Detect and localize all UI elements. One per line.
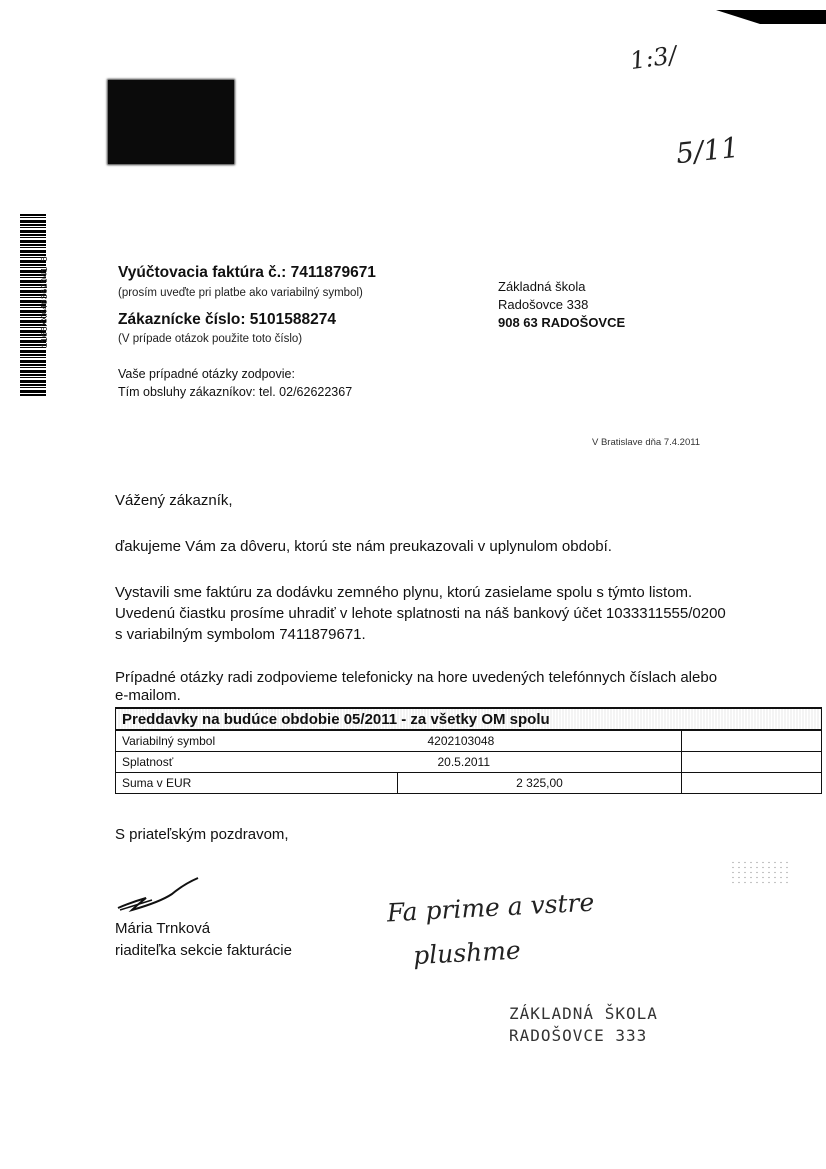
table-title-row <box>116 708 822 730</box>
handwritten-note <box>386 881 598 980</box>
redacted-logo-block <box>108 80 234 164</box>
scan-corner-mark <box>716 10 826 24</box>
handwritten-note-line-2: plushme <box>412 935 522 971</box>
prepayment-table <box>115 707 822 794</box>
table-cell-value: 2 325,00 <box>398 772 682 793</box>
table-title: Preddavky na budúce obdobie 05/2011 - za všetky OM spolu <box>116 708 822 730</box>
table-row <box>116 730 822 751</box>
invoice-note: (prosím uveďte pri platbe ako variabilný symbol) <box>118 287 363 299</box>
contact-line-2: Tím obsluhy zákazníkov: tel. 02/62622367 <box>118 385 353 399</box>
table-cell-label: Suma v EUR <box>116 772 398 793</box>
stamp-line-1: ZÁKLADNÁ ŠKOLA <box>509 1004 658 1023</box>
paragraph-3-line-2: e-mailom. <box>115 687 181 704</box>
handwritten-note-line-1: Fa prime a vstre <box>386 887 595 928</box>
paragraph-2-line-2: Uvedenú čiastku prosíme uhradiť v lehote splatnosti na náš bankový účet 1033311555/0200 <box>115 605 726 622</box>
paragraph-1: ďakujeme Vám za dôveru, ktorú ste nám preukazovali v uplynulom období. <box>115 538 612 555</box>
handwritten-mark-top: 1:3/ <box>628 40 679 76</box>
row-value: 20.5.2011 <box>437 754 490 769</box>
barcode-number: 1166XXX40362041 5 <box>40 256 50 348</box>
paragraph-3-line-1: Prípadné otázky radi zodpovieme telefonicky na hore uvedených telefónnych číslach alebo <box>115 669 718 686</box>
scan-noise <box>730 860 790 884</box>
paragraph-2-line-1: Vystavili sme faktúru za dodávku zemného plynu, ktorú zasielame spolu s týmto listom. <box>115 584 693 601</box>
recipient-line-1: Základná škola <box>498 279 586 294</box>
row-value: 4202103048 <box>427 733 495 748</box>
row-label: Splatnosť <box>122 754 174 769</box>
customer-number-title: Zákaznícke číslo: 5101588274 <box>118 311 337 328</box>
invoice-title: Vyúčtovacia faktúra č.: 7411879671 <box>118 264 376 281</box>
table-cell-label <box>116 730 682 751</box>
table-cell-empty <box>682 772 822 793</box>
recipient-line-2: Radošovce 338 <box>498 297 589 312</box>
closing: S priateľským pozdravom, <box>115 826 289 843</box>
signature-icon <box>112 872 212 918</box>
table-row <box>116 751 822 772</box>
row-label: Variabilný symbol <box>122 733 216 748</box>
recipient-line-3: 908 63 RADOŠOVCE <box>498 315 626 330</box>
signer-position: riaditeľka sekcie fakturácie <box>115 942 292 959</box>
paragraph-2-line-3: s variabilným symbolom 7411879671. <box>115 626 366 643</box>
table-cell-label <box>116 751 682 772</box>
signer-name: Mária Trnková <box>115 920 211 937</box>
table-cell-empty <box>682 751 822 772</box>
date-line: V Bratislave dňa 7.4.2011 <box>592 437 701 448</box>
stamp-line-2: RADOŠOVCE 333 <box>509 1026 648 1045</box>
table-row <box>116 772 822 793</box>
table-cell-empty <box>682 730 822 751</box>
greeting: Vážený zákazník, <box>115 492 233 509</box>
customer-note: (V prípade otázok použite toto číslo) <box>118 333 303 345</box>
handwritten-mark-number: 5/11 <box>674 130 741 171</box>
contact-line-1: Vaše prípadné otázky zodpovie: <box>118 367 295 381</box>
